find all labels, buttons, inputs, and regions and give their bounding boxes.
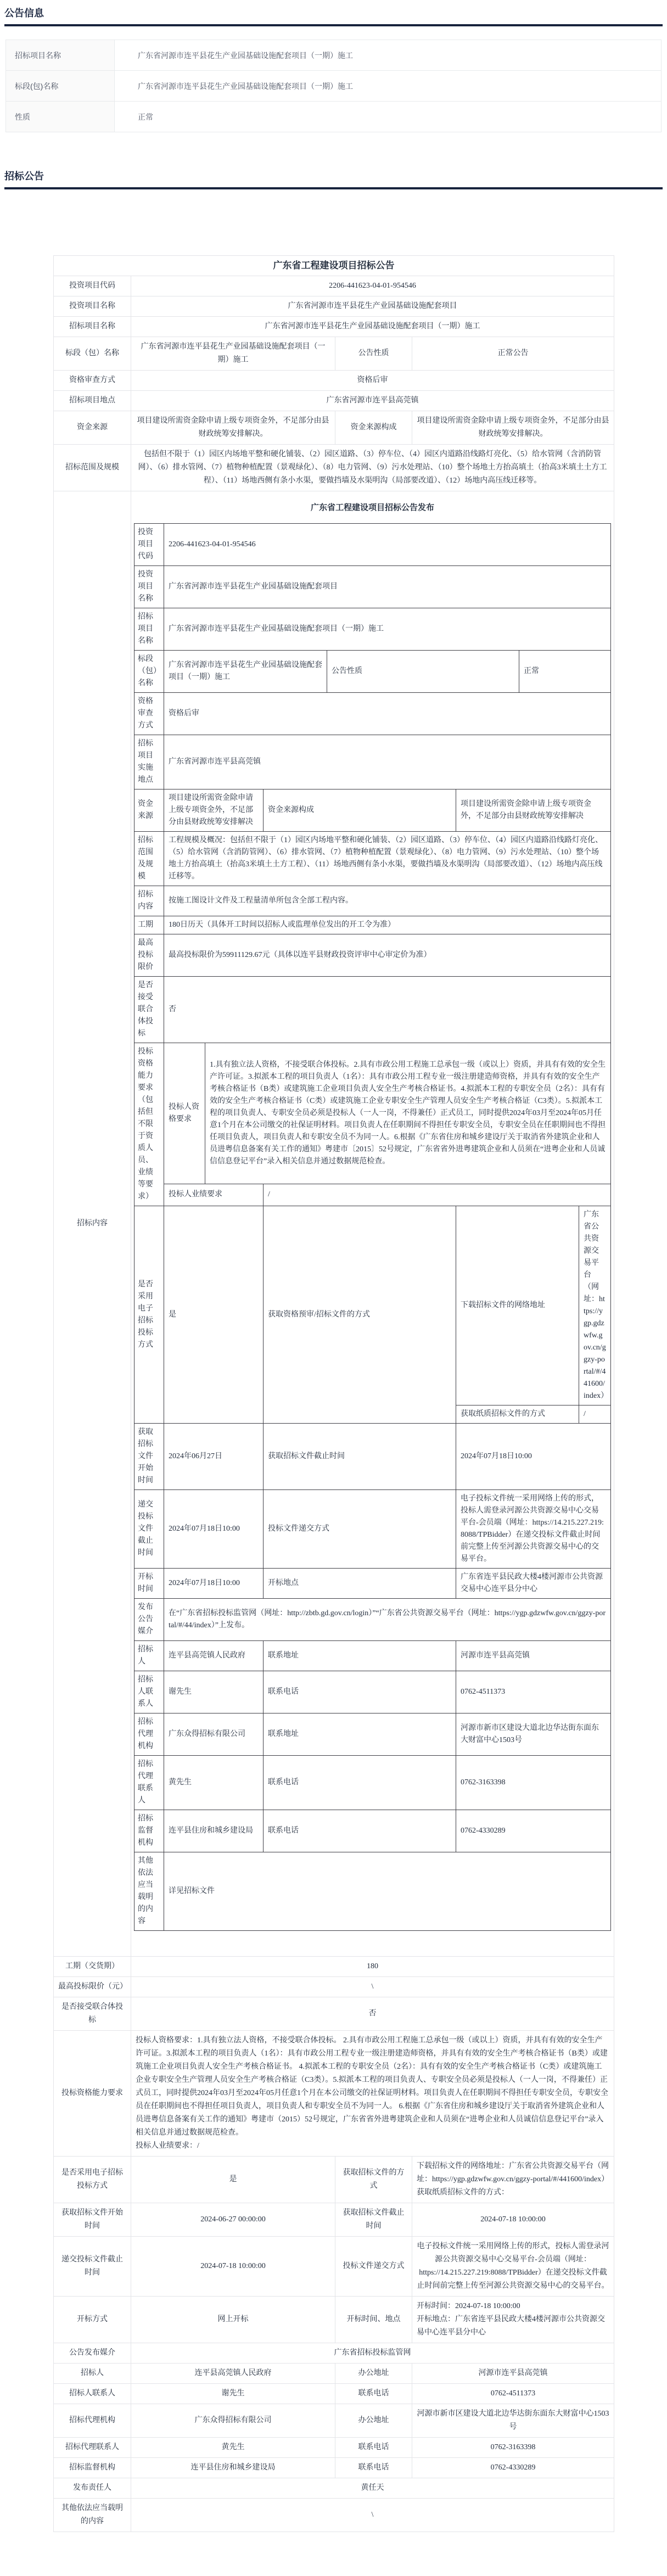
submit-deadline-value: 2024-07-18 10:00:00 [131,2237,335,2297]
n-agency-value: 广东众得招标有限公司 [164,1713,264,1756]
table-row [54,317,614,337]
table-row [134,566,611,608]
qualification-review-value: 资格后审 [131,371,614,391]
consortium-value: 否 [131,1997,614,2031]
agency-office-label: 办公地址 [335,2404,412,2438]
nature-label: 性质 [6,102,115,132]
table-row [134,1599,611,1641]
n-submit-deadline-label: 递交投标文件截止时间 [134,1490,164,1569]
n-supervisor-value: 连平县住房和城乡建设局 [164,1810,264,1852]
n-package-name-label: 标段（包）名称 [134,651,164,693]
n-bidder-qualification-label: 投标人资格要求 [164,1043,205,1184]
table-row [54,276,614,296]
tender-notice-heading: 招标公告 [4,171,44,182]
qualification-requirement-text: 投标人资格要求：1.具有独立法人资格，不接受联合体投标。 2.具有市政公用工程施工总承包一级（或以上）资质，并具有有效的安全生产许可证。3.拟派本工程的项目负责人（1名）：具有市政公用工程专业一级注册建造师资格，并具有有效的安全生产考核合格证书（B类）或建筑施工企业项目负责人安全生产考核合格证书。 4.拟派本工程的专职安全员（2名）：具有有效的安全生产考核合格证书（C类）或建筑施工企业专职安全生产管理人员安全生产考核合格证（C3类）。5.拟派本工程的项目负责人、专职安全员必须是投标人（一人一岗，不得兼任）正式员工，同时提供2024年03月至2024年05月任意1个月在本公司缴交的社保证明材料。项目负责人在任职期间不得担任专职安全员，专职安全员在任职期间也不得担任项目负责人，项目负责人和专职安全员不为同一人。 6.根据《广东省住房和城乡建设厅关于取消省外建筑企业和人员进粤信息备案有关工作的通知》粤建市（2015）52号规定，广东省省外进粤建筑企业和人员须在“进粤企业和人员诚信信息登记平台”录入相关信息并通过数据规范检查。 [136,2036,608,2137]
n-paper-doc-value: / [579,1405,611,1424]
table-row [134,651,611,693]
table-row [6,40,662,71]
table-row [54,1957,614,1977]
doc-end-value: 2024-07-18 10:00:00 [412,2203,614,2237]
supervisor-phone-value: 0762-4330289 [412,2458,614,2478]
table-row [134,916,611,934]
table-row [54,411,614,445]
project-location-label: 招标项目地点 [54,391,131,411]
table-row [54,2404,614,2438]
table-row [134,608,611,651]
tender-notice-table [53,255,614,2532]
table-row [54,296,614,317]
table-row [134,886,611,916]
table-row [54,391,614,411]
bottom-spacer [0,2532,667,2576]
table-row [54,2478,614,2499]
publisher-label: 发布责任人 [54,2478,131,2499]
scope-scale-label: 招标范围及规模 [54,445,131,491]
publisher-value: 黄任天 [131,2478,614,2499]
table-row [54,2438,614,2458]
notice-nature-label: 公告性质 [335,337,412,371]
published-notice-table [134,523,611,1931]
n-tenderer-value: 连平县高莞镇人民政府 [164,1641,264,1671]
package-name-label: 标段（包）名称 [54,337,131,371]
opening-time-place-label: 开标时间、地点 [335,2297,412,2343]
table-row [54,2384,614,2404]
investment-name-value: 广东省河源市连平县花生产业园基础设施配套项目 [131,296,614,317]
published-notice-title: 广东省工程建设项目招标公告发布 [310,503,434,512]
table-row [134,693,611,735]
n-tenderer-address-value: 河源市连平县高莞镇 [456,1641,611,1671]
agency-phone-value: 0762-3163398 [412,2438,614,2458]
n-bidder-qualification-value: 1.具有独立法人资格，不接受联合体投标。2.具有市政公用工程施工总承包一级（或以上）资质，并具有有效的安全生产许可证。3.拟派本工程的项目负责人（1名）：具有市政公用工程专业一级注册建造师资格，并具有有效的安全生产考核合格证书（B类）或建筑施工企业项目负责人安全生产考核合格证书。4.拟派本工程的专职安全员（2名）：具有有效的安全生产考核合格证书（C类）或建筑施工企业专职安全生产管理人员安全生产考核合格证（C3类）。5.拟派本工程的项目负责人、专职安全员必须是投标人（一人一岗，不得兼任）正式员工，同时提供2024年03月至2024年05月任意1个月在本公司缴交的社保证明材料。项目负责人在任职期间不得担任专职安全员，专职安全员在任职期间也不得担任项目负责人，项目负责人和专职安全员不为同一人。6.根据《广东省住房和城乡建设厅关于取消省外建筑企业和人员进粤信息备案有关工作的通知》粤建市〔2015〕52号规定，广东省省外进粤建筑企业和人员须在“进粤企业和人员诚信信息登记平台”录入相关信息并通过数据规范检查。 [205,1043,611,1184]
table-row [134,735,611,789]
doc-start-label: 获取招标文件开始时间 [54,2203,131,2237]
n-package-name-value: 广东省河源市连平县花生产业园基础设施配套项目（一期）施工 [164,651,327,693]
consortium-label: 是否接受联合体投标 [54,1997,131,2031]
table-row [134,1424,611,1490]
n-investment-code-label: 投资项目代码 [134,524,164,566]
n-fund-source-value: 项目建设所需资金除申请上级专项资金外，不足部分由县财政统筹安排解决 [164,789,264,832]
submit-method-label: 投标文件递交方式 [335,2237,412,2297]
section-package-name-label: 标段(包)名称 [6,71,115,102]
tender-content-cell [131,491,614,1957]
n-project-name-label: 招标项目名称 [134,608,164,651]
tenderer-office-value: 河源市连平县高莞镇 [412,2364,614,2384]
table-row [134,1810,611,1852]
opening-time-place-value [412,2297,614,2343]
n-investment-name-value: 广东省河源市连平县花生产业园基础设施配套项目 [164,566,611,608]
agency-label: 招标代理机构 [54,2404,131,2438]
table-row [54,371,614,391]
n-ebidding-label: 是否采用电子招标投标方式 [134,1206,164,1424]
n-media-value: 在“广东省招标投标监管网（网址：http://zbtb.gd.gov.cn/login）”“广东省公共资源交易平台（网址：https://ygp.gdzwfw.gov.cn/ggzy-portal/#/44/index）”上发布。 [164,1599,611,1641]
price-limit-label: 最高投标限价（元） [54,1977,131,1997]
n-investment-name-label: 投资项目名称 [134,566,164,608]
n-agency-address-value: 河源市新市区建设大道北边华达街东面东大财富中心1503号 [456,1713,611,1756]
n-opening-place-label: 开标地点 [264,1569,456,1599]
other-content-value: \ [131,2499,614,2532]
n-notice-nature-value: 正常 [519,651,611,693]
table-row [54,2237,614,2297]
n-tenderer-label: 招标人 [134,1641,164,1671]
announcement-info-heading: 公告信息 [4,8,44,19]
project-name-value: 广东省河源市连平县花生产业园基础设施配套项目（一期）施工 [131,317,614,337]
supervisor-value: 连平县住房和城乡建设局 [131,2458,335,2478]
table-row [54,2458,614,2478]
table-row [54,445,614,491]
heading-divider [4,187,663,189]
n-agency-contact-value: 黄先生 [164,1756,264,1810]
tenderer-contact-label: 招标人联系人 [54,2384,131,2404]
table-row [134,1043,611,1184]
opening-place-text: 开标地点：广东省连平县民政大楼4楼河源市公共资源交易中心连平县分中心 [417,2315,605,2337]
n-bidder-performance-value: / [264,1184,611,1206]
ebidding-label: 是否采用电子招标投标方式 [54,2157,131,2203]
doc-start-value: 2024-06-27 00:00:00 [131,2203,335,2237]
n-tenderer-contact-label: 招标人联系人 [134,1671,164,1713]
n-submit-method-label: 投标文件递交方式 [264,1490,456,1569]
table-row [54,337,614,371]
duration-value: 180 [131,1957,614,1977]
fund-composition-value: 项目建设所需资金除申请上级专项资金外，不足部分由县财政统筹安排解决。 [412,411,614,445]
table-row [54,2157,614,2203]
scope-scale-value: 包括但不限于（1）园区内场地平整和硬化铺装、（2）园区道路、（3）停车位、（4）园区内道路沿线路灯亮化、（5）给水管网（含消防管网）、（6）排水管网、（7）植物种植配置（景观绿化）、（8）电力管网、（9）污水处理站、（10）整个场地土方抬高填土（抬高3米填土土方工程）、（11）场地西侧有条小水渠，要做挡墙及水渠明沟（局部要改道）、（12）场地内高压线迁移等。 [131,445,614,491]
ebidding-value: 是 [131,2157,335,2203]
tender-notice-section [0,163,667,189]
n-investment-code-value: 2206-441623-04-01-954546 [164,524,611,566]
n-location-value: 广东省河源市连平县高莞镇 [164,735,611,789]
tenderer-value: 连平县高莞镇人民政府 [131,2364,335,2384]
table-row [134,1852,611,1931]
n-agency-address-label: 联系地址 [264,1713,456,1756]
n-agency-label: 招标代理机构 [134,1713,164,1756]
n-notice-nature-label: 公告性质 [327,651,519,693]
n-agency-contact-label: 招标代理联系人 [134,1756,164,1810]
table-row [134,1184,611,1206]
tenderer-office-label: 办公地址 [335,2364,412,2384]
opening-time-text: 开标时间：2024-07-18 10:00:00 [417,2302,520,2310]
notice-nature-value: 正常公告 [412,337,614,371]
tender-content-label: 招标内容 [54,491,131,1957]
n-doc-start-value: 2024年06月27日 [164,1424,264,1490]
table-row [54,491,614,1957]
n-project-name-value: 广东省河源市连平县花生产业园基础设施配套项目（一期）施工 [164,608,611,651]
supervisor-label: 招标监督机构 [54,2458,131,2478]
tender-notice-body [0,255,667,2532]
submit-deadline-label: 递交投标文件截止时间 [54,2237,131,2297]
n-fund-source-label: 资金来源 [134,789,164,832]
paper-doc-method-text: 获取纸质招标文件的方式： [417,2188,509,2197]
table-row [134,1641,611,1671]
n-doc-start-label: 获取招标文件开始时间 [134,1424,164,1490]
table-row [134,789,611,832]
n-media-label: 发布公告媒介 [134,1599,164,1641]
tenderer-phone-label: 联系电话 [335,2384,412,2404]
n-scope-scale-value: 工程规模及概况：包括但不限于（1）园区内场地平整和硬化铺装、（2）园区道路、（3）停车位、（4）园区内道路沿线路灯亮化、（5）给水管网（含消防管网）、（6）排水管网、（7）植物种植配置（景观绿化）、（8）电力管网、（9）污水处理站、（10）整个场地土方抬高填土（抬高3米填土土方工程）、（11）场地西侧有条小水渠，要做挡墙及水渠明沟（局部要改道）、（12）场地内高压线迁移等。 [164,832,611,886]
agency-contact-value: 黄先生 [131,2438,335,2458]
n-tender-content-value: 按施工图设计文件及工程量清单所包含全部工程内容。 [164,886,611,916]
agency-phone-label: 联系电话 [335,2438,412,2458]
table-row [134,1671,611,1713]
n-scope-scale-label: 招标范围及规模 [134,832,164,886]
fund-composition-label: 资金来源构成 [335,411,412,445]
n-consortium-value: 否 [164,977,611,1043]
table-row [6,102,662,132]
n-other-content-label: 其他依法应当载明的内容 [134,1852,164,1931]
qualification-requirement-label: 投标资格能力要求 [54,2031,131,2157]
n-tenderer-address-label: 联系地址 [264,1641,456,1671]
table-row [6,71,662,102]
table-row [54,1997,614,2031]
price-limit-value: \ [131,1977,614,1997]
n-bidder-performance-label: 投标人业绩要求 [164,1184,264,1206]
submit-method-value: 电子投标文件统一采用网络上传的形式，投标人需登录河源公共资源交易中心交易平台-会员端（网址：https://14.215.227.219:8088/TPBidder）在递交投标文件截止时间前完整上传至河源公共资源交易中心的交易平台。 [412,2237,614,2297]
table-row [54,1977,614,1997]
tenderer-contact-value: 谢先生 [131,2384,335,2404]
investment-code-label: 投资项目代码 [54,276,131,296]
n-qualification-review-value: 资格后审 [164,693,611,735]
table-row [54,2297,614,2343]
n-agency-phone-label: 联系电话 [264,1756,456,1810]
n-tender-content-label: 招标内容 [134,886,164,916]
media-label: 公告发布媒介 [54,2343,131,2364]
qualification-requirement-value [131,2031,614,2157]
project-name-label: 招标项目名称 [54,317,131,337]
n-doc-end-value: 2024年07月18日10:00 [456,1424,611,1490]
tender-project-name-label: 招标项目名称 [6,40,115,71]
n-doc-download-label: 下载招标文件的网络地址 [456,1206,579,1405]
table-row [54,256,614,276]
announcement-info-section [0,0,667,26]
main-table-title: 广东省工程建设项目招标公告 [54,256,614,276]
n-agency-phone-value: 0762-3163398 [456,1756,611,1810]
project-location-value: 广东省河源市连平县高莞镇 [131,391,614,411]
n-submit-method-value: 电子投标文件统一采用网络上传的形式，投标人需登录河源公共资源交易中心交易平台-会员端（网址：https://14.215.227.219:8088/TPBidder）在递交投标文件截止时间前完整上传至河源公共资源交易中心的交易平台。 [456,1490,611,1569]
n-opening-time-value: 2024年07月18日10:00 [164,1569,264,1599]
table-row [134,1756,611,1810]
agency-value: 广东众得招标有限公司 [131,2404,335,2438]
n-other-content-value: 详见招标文件 [164,1852,611,1931]
doc-download-url-text: 下载招标文件的网络地址：广东省公共资源交易平台（网址：https://ygp.gdzwfw.gov.cn/ggzy-portal/#/441600/index） [417,2162,609,2183]
fund-source-label: 资金来源 [54,411,131,445]
n-duration-value: 180日历天（具体开工时间以招标人或监理单位发出的开工令为准） [164,916,611,934]
table-row [134,1206,611,1405]
n-supervisor-phone-label: 联系电话 [264,1810,456,1852]
table-row [134,1713,611,1756]
n-fund-composition-value: 项目建设所需资金除申请上级专项资金外，不足部分由县财政统筹安排解决 [456,789,611,832]
performance-requirement-text: 投标人业绩要求：/ [136,2142,199,2150]
table-row [54,2499,614,2532]
table-row [134,832,611,886]
n-doc-download-url: 广东省公共资源交易平台（网址：https://ygp.gdzwfw.gov.cn/ggzy-portal/#/441600/index） [579,1206,611,1405]
table-row [54,2364,614,2384]
opening-method-value: 网上开标 [131,2297,335,2343]
table-row [134,1490,611,1569]
table-row [134,524,611,566]
n-submit-deadline-value: 2024年07月18日10:00 [164,1490,264,1569]
supervisor-phone-label: 联系电话 [335,2458,412,2478]
table-row [54,2343,614,2364]
n-opening-time-label: 开标时间 [134,1569,164,1599]
tender-project-name-value: 广东省河源市连平县花生产业园基础设施配套项目（一期）施工 [115,40,662,71]
tenderer-phone-value: 0762-4511373 [412,2384,614,2404]
package-name-value: 广东省河源市连平县花生产业园基础设施配套项目（一期）施工 [131,337,335,371]
n-price-limit-value: 最高投标限价为59911129.67元（具体以连平县财政投资评审中心审定价为准） [164,934,611,977]
tenderer-label: 招标人 [54,2364,131,2384]
investment-name-label: 投资项目名称 [54,296,131,317]
n-price-limit-label: 最高投标限价 [134,934,164,977]
n-location-label: 招标项目实施地点 [134,735,164,789]
media-value: 广东省招标投标监管网 [131,2343,614,2364]
agency-office-value: 河源市新市区建设大道北边华达街东面东大财富中心1503号 [412,2404,614,2438]
heading-divider [4,24,663,26]
table-row [134,1569,611,1599]
section-package-name-value: 广东省河源市连平县花生产业园基础设施配套项目（一期）施工 [115,71,662,102]
n-supervisor-label: 招标监督机构 [134,1810,164,1852]
n-tenderer-phone-value: 0762-4511373 [456,1671,611,1713]
n-supervisor-phone-value: 0762-4330289 [456,1810,611,1852]
n-tenderer-phone-label: 联系电话 [264,1671,456,1713]
table-row [54,2031,614,2157]
agency-contact-label: 招标代理联系人 [54,2438,131,2458]
nature-value: 正常 [115,102,662,132]
n-qualification-requirement-label: 投标资格能力要求（包括但不限于资质人员、业绩等要求） [134,1043,164,1206]
n-paper-doc-label: 获取纸质招标文件的方式 [456,1405,579,1424]
other-content-label: 其他依法应当载明的内容 [54,2499,131,2532]
fund-source-value: 项目建设所需资金除申请上级专项资金外，不足部分由县财政统筹安排解决。 [131,411,335,445]
n-consortium-label: 是否接受联合体投标 [134,977,164,1043]
n-doc-end-label: 获取招标文件截止时间 [264,1424,456,1490]
announcement-info-table [5,40,662,132]
n-qualification-review-label: 资格审查方式 [134,693,164,735]
n-duration-label: 工期 [134,916,164,934]
n-doc-obtain-method-label: 获取资格预审/招标文件的方式 [264,1206,456,1424]
doc-obtain-label: 获取招标文件的方式 [335,2157,412,2203]
investment-code-value: 2206-441623-04-01-954546 [131,276,614,296]
n-ebidding-value: 是 [164,1206,264,1424]
n-tenderer-contact-value: 谢先生 [164,1671,264,1713]
table-row [54,2203,614,2237]
n-opening-place-value: 广东省连平县民政大楼4楼河源市公共资源交易中心连平县分中心 [456,1569,611,1599]
doc-end-label: 获取招标文件截止时间 [335,2203,412,2237]
table-row [134,934,611,977]
n-fund-composition-label: 资金来源构成 [264,789,456,832]
doc-obtain-value [412,2157,614,2203]
duration-label: 工期（交货期） [54,1957,131,1977]
qualification-review-label: 资格审查方式 [54,371,131,391]
opening-method-label: 开标方式 [54,2297,131,2343]
table-row [134,977,611,1043]
